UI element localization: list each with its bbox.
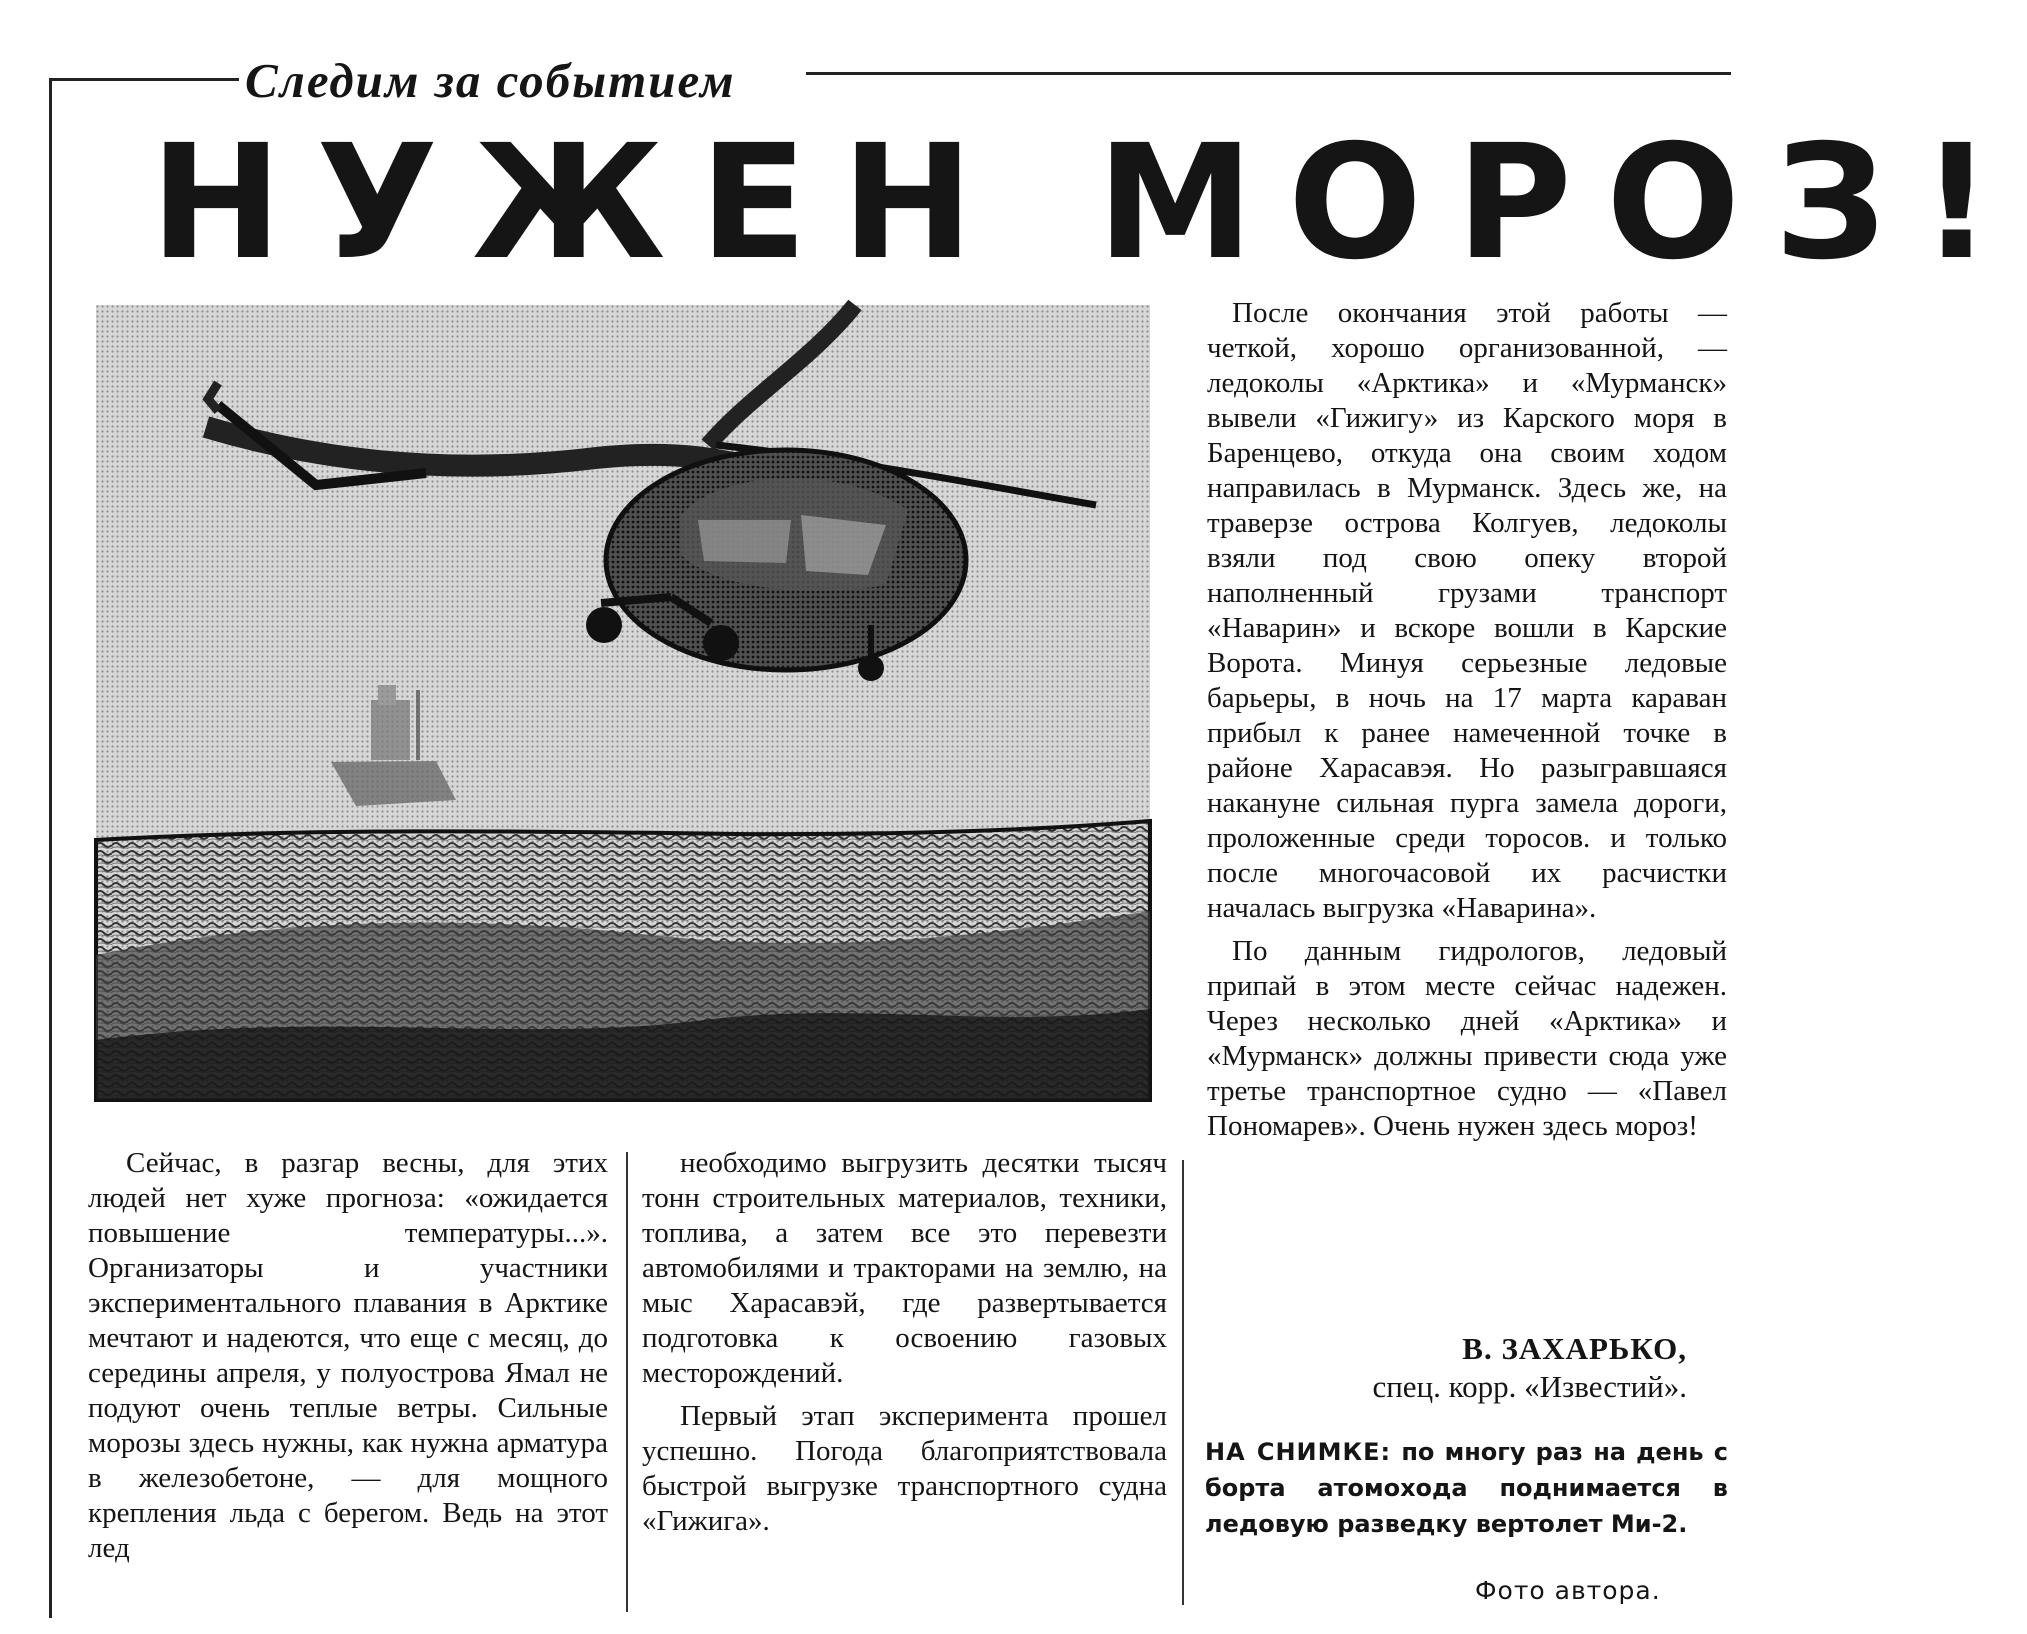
top-rule-right: [806, 72, 1731, 75]
headline: НУЖЕН МОРОЗ!: [150, 111, 2027, 295]
author-name: В. ЗАХАРЬКО,: [1462, 1331, 1687, 1366]
author-position: спец. корр. «Известий».: [1372, 1369, 1687, 1404]
middle-column-paragraph-1: необходимо выгрузить десятки тысяч тонн строительных материалов, техники, топлива, а затем все это перевезти автомобилями и тракторами на землю, на мыс Харасавэй, где развертывается подготовка к освоению газовых месторождений.: [642, 1147, 1167, 1389]
middle-column-paragraph-2: Первый этап эксперимента прошел успешно. Погода благоприятствовала быстрой выгрузке транспортного судна «Гижига».: [642, 1400, 1167, 1537]
right-column-paragraph-2: По данным гидрологов, ледовый припай в этом месте сейчас надежен. Через несколько дней «Арктика» и «Мурманск» должны привести сюда уже третье транспортное судно — «Павел Пономарев». Очень нужен здесь мороз!: [1207, 935, 1727, 1142]
caption-label: НА СНИМКЕ:: [1205, 1438, 1392, 1466]
article-column-left: [88, 1146, 608, 1616]
byline: [1207, 1330, 1727, 1406]
top-rule-left: [49, 78, 239, 81]
caption-text: по многу раз на день с борта атомохода поднимается в ледовую разведку вертолет Ми-2.: [1205, 1438, 1729, 1538]
article-photo: [96, 305, 1150, 1100]
column-divider-right: [1182, 1160, 1184, 1605]
left-rule: [49, 78, 52, 1618]
left-column-paragraph: Сейчас, в разгар весны, для этих людей нет хуже прогноза: «ожидается повышение температуры...». Организаторы и участники экспериментального плавания в Арктике мечтают и надеются, что еще с месяц, до середины апреля, у полуострова Ямал не подуют очень теплые ветры. Сильные морозы здесь нужны, как нужна арматура в железобетоне, — для мощного крепления льда с берегом. Ведь на этот лед: [88, 1147, 608, 1564]
rubric: Следим за событием: [245, 53, 736, 108]
article-column-middle: [642, 1146, 1167, 1616]
photo-credit: Фото автора.: [1475, 1576, 1661, 1605]
photo-caption: [1205, 1434, 1728, 1542]
article-column-right: [1207, 296, 1727, 1144]
right-column-paragraph-1: После окончания этой работы — четкой, хорошо организованной, — ледоколы «Арктика» и «Мурманск» вывели «Гижигу» из Карского моря в Баренцево, откуда она своим ходом направилась в Мурманск. Здесь же, на траверзе острова Колгуев, ледоколы взяли под свою опеку второй наполненный грузами транспорт «Наварин» и вскоре вошли в Карские Ворота. Минуя серьезные ледовые барьеры, в ночь на 17 марта караван прибыл к ранее намеченной точке в районе Харасавэя. Но разыгравшаяся накануне сильная пурга замела дороги, проложенные среди торосов. и только после многочасовой их расчистки началась выгрузка «Наварина».: [1207, 297, 1727, 924]
column-divider-left: [626, 1152, 628, 1612]
photo-illustration: [96, 305, 1150, 1100]
